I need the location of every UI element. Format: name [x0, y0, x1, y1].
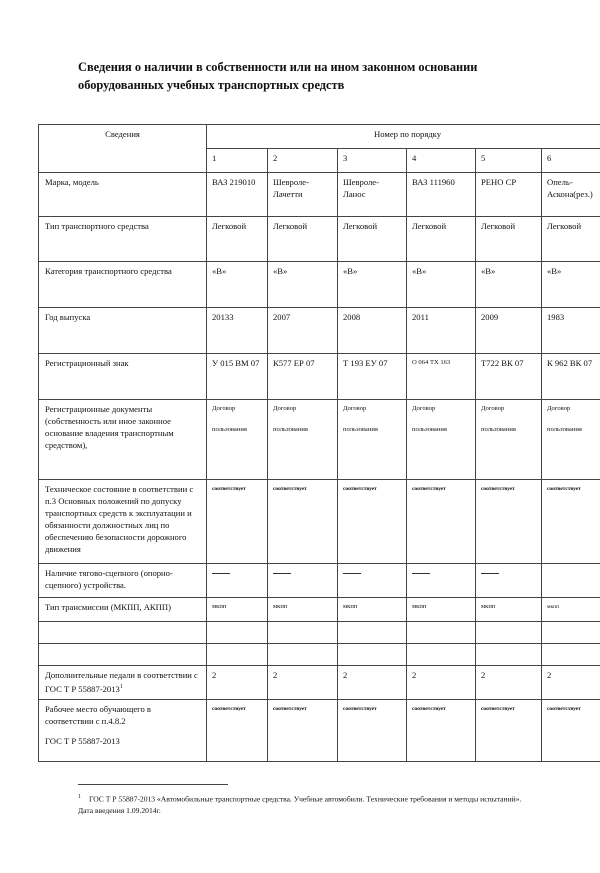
cell: «В» [207, 262, 268, 308]
header-number: 1 [207, 149, 268, 173]
footnote-number: 1 [78, 794, 81, 800]
row-label: Тип трансмиссии (МКПП, АКПП) [39, 598, 207, 622]
cell-dash [407, 564, 476, 598]
header-number: 6 [542, 149, 600, 173]
cell: 2007 [268, 308, 338, 354]
cell: мкпп [476, 598, 542, 622]
row-label: Наличие тягово-сцепного (опорно-сцепного) устройства. [39, 564, 207, 598]
cell: Легковой [476, 217, 542, 262]
header-group-label: Номер по порядку [207, 125, 600, 149]
cell: соответствует [207, 480, 268, 564]
cell: соответствует [542, 700, 600, 762]
cell: У 015 ВМ 07 [207, 354, 268, 400]
footnote-divider [78, 784, 228, 785]
cell: Легковой [407, 217, 476, 262]
row-year [39, 308, 600, 354]
cell: мкпп [338, 598, 407, 622]
header-number: 5 [476, 149, 542, 173]
cell: мкпп [268, 598, 338, 622]
cell: мкпп [542, 598, 600, 622]
cell: Договор пользования [476, 400, 542, 480]
cell: соответствует [268, 480, 338, 564]
row-empty [39, 622, 600, 644]
cell-dash [338, 564, 407, 598]
cell: Легковой [268, 217, 338, 262]
cell: Т722 ВК 07 [476, 354, 542, 400]
cell-dash [207, 564, 268, 598]
footnote-text: ГОС Т Р 55887-2013 «Автомобильные транспортные средства. Учебные автомобили. Технические требования и методы испытаний». [89, 794, 522, 804]
cell: ВАЗ 111960 [407, 173, 476, 217]
header-row [39, 125, 600, 149]
cell: О 064 ТХ 163 [407, 354, 476, 400]
cell: мкпп [207, 598, 268, 622]
cell: 20133 [207, 308, 268, 354]
cell: соответствует [207, 700, 268, 762]
cell: Шевроле-Лачетти [268, 173, 338, 217]
row-label: Техническое состояние в соответствии с п.3 Основных положений по допуску транспортных средств к эксплуатации и обязанности должностных лиц по обеспечению безопасности дорожного движения [39, 480, 207, 564]
header-number: 2 [268, 149, 338, 173]
cell: 2 [268, 666, 338, 700]
cell: 2 [207, 666, 268, 700]
cell: Т 193 ЕУ 07 [338, 354, 407, 400]
row-label: Тип транспортного средства [39, 217, 207, 262]
cell: Опель-Аскона(рез.) [542, 173, 600, 217]
row-registration [39, 354, 600, 400]
footnote-date: Дата введения 1.09.2014г. [78, 805, 161, 815]
cell: 2011 [407, 308, 476, 354]
row-label: Категория транспортного средства [39, 262, 207, 308]
cell: Договор пользования [407, 400, 476, 480]
cell: соответствует [476, 700, 542, 762]
cell: 2 [542, 666, 600, 700]
cell-dash [268, 564, 338, 598]
cell: 2008 [338, 308, 407, 354]
cell: соответствует [407, 480, 476, 564]
title-line-1: Сведения о наличии в собственности или на ином законном основании [78, 60, 478, 74]
row-brand [39, 173, 600, 217]
cell: 2 [476, 666, 542, 700]
cell: Легковой [542, 217, 600, 262]
cell: Договор пользования [207, 400, 268, 480]
cell: «В» [476, 262, 542, 308]
row-documents [39, 400, 600, 480]
cell: «В» [407, 262, 476, 308]
cell: 2 [338, 666, 407, 700]
cell: Договор пользования [338, 400, 407, 480]
cell: мкпп [407, 598, 476, 622]
title-line-2: оборудованных учебных транспортных средств [78, 78, 345, 92]
cell: Легковой [207, 217, 268, 262]
cell: 1983 [542, 308, 600, 354]
cell: К577 ЕР 07 [268, 354, 338, 400]
row-label: Дополнительные педали в соответствии с ГОС Т Р 55887-2013$^1$ [39, 666, 207, 700]
cell [542, 564, 600, 598]
cell: соответствует [407, 700, 476, 762]
row-label: Марка, модель [39, 173, 207, 217]
cell: соответствует [542, 480, 600, 564]
cell: соответствует [338, 700, 407, 762]
row-category [39, 262, 600, 308]
row-hitch [39, 564, 600, 598]
cell: «В» [338, 262, 407, 308]
cell: «В» [542, 262, 600, 308]
cell: соответствует [476, 480, 542, 564]
header-number: 4 [407, 149, 476, 173]
cell-dash [476, 564, 542, 598]
header-number: 3 [338, 149, 407, 173]
header-col-label: Сведения [39, 125, 207, 173]
document-title [78, 58, 578, 94]
row-tech-state [39, 480, 600, 564]
row-workplace [39, 700, 600, 762]
row-transmission [39, 598, 600, 622]
cell: Договор пользования [542, 400, 600, 480]
footnote [78, 792, 583, 816]
cell: Шевроле-Ланос [338, 173, 407, 217]
cell: Легковой [338, 217, 407, 262]
row-label: Регистрационные документы (собственность или иное законное основание владения транспортным средством), [39, 400, 207, 480]
row-pedals [39, 666, 600, 700]
row-empty [39, 644, 600, 666]
cell: Договор пользования [268, 400, 338, 480]
cell: 2 [407, 666, 476, 700]
vehicles-table [38, 124, 600, 762]
row-type [39, 217, 600, 262]
cell: соответствует [338, 480, 407, 564]
row-label: Год выпуска [39, 308, 207, 354]
cell: 2009 [476, 308, 542, 354]
row-label: Регистрационный знак [39, 354, 207, 400]
cell: РЕНО СР [476, 173, 542, 217]
cell: соответствует [268, 700, 338, 762]
cell: К 962 ВК 07 [542, 354, 600, 400]
cell: «В» [268, 262, 338, 308]
row-label: Рабочее место обучающего в соответствии с п.4.8.2 ГОС Т Р 55887-2013 [39, 700, 207, 762]
cell: ВАЗ 219010 [207, 173, 268, 217]
